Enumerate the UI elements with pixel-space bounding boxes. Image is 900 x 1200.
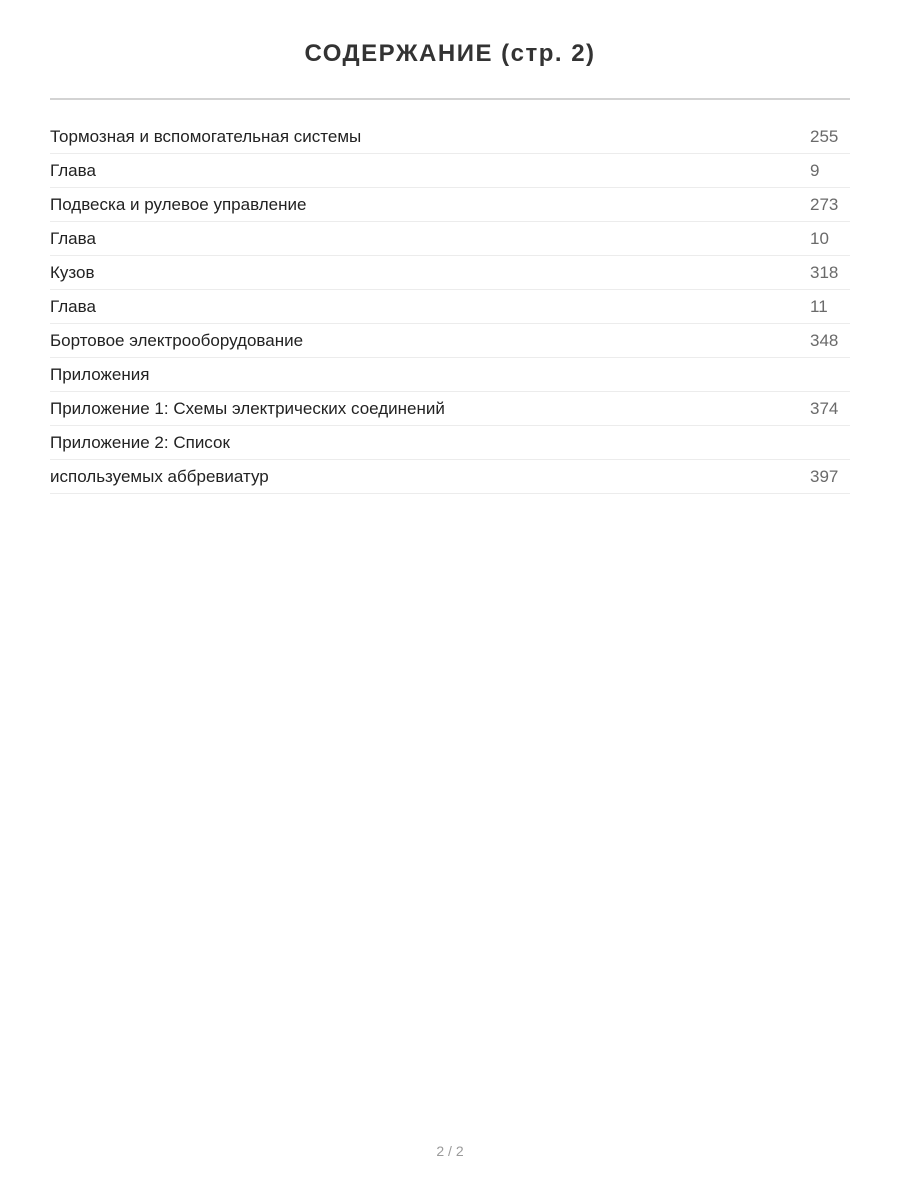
toc-entry[interactable] (50, 188, 850, 222)
toc-entry-page: 255 (810, 126, 839, 146)
toc-entry[interactable] (50, 222, 850, 256)
toc-entry-page: 9 (810, 160, 820, 180)
toc-entry-title: Глава (50, 228, 96, 248)
toc-entry[interactable] (50, 358, 850, 392)
toc-entry-page: 273 (810, 194, 839, 214)
toc-entry-page: 11 (810, 296, 828, 316)
toc-entry-title: используемых аббревиатур (50, 466, 269, 486)
toc-entry[interactable] (50, 392, 850, 426)
page-number: 2 / 2 (436, 1143, 464, 1159)
toc-entry-title: Тормозная и вспомогательная системы (50, 126, 362, 146)
toc-entry-title: Бортовое электрооборудование (50, 330, 304, 350)
toc-entry[interactable] (50, 426, 850, 460)
toc-entry-page: 318 (810, 262, 839, 282)
toc-entry-title: Глава (50, 160, 96, 180)
table-of-contents (50, 120, 850, 494)
toc-entry-page: 348 (810, 330, 839, 350)
toc-entry-title: Приложение 2: Список (50, 432, 230, 452)
toc-entry-page: 374 (810, 398, 839, 418)
toc-entry-title: Глава (50, 296, 96, 316)
toc-entry[interactable] (50, 154, 850, 188)
toc-entry[interactable] (50, 120, 850, 154)
toc-entry-title: Подвеска и рулевое управление (50, 194, 307, 214)
toc-entry-title: Приложение 1: Схемы электрических соединений (50, 398, 445, 418)
toc-entry-title: Кузов (50, 262, 95, 282)
toc-entry[interactable] (50, 256, 850, 290)
toc-entry[interactable] (50, 324, 850, 358)
toc-entry-page: 10 (810, 228, 829, 248)
title-divider (50, 98, 850, 100)
toc-entry-title: Приложения (50, 364, 150, 384)
toc-entry[interactable] (50, 460, 850, 494)
toc-entry[interactable] (50, 290, 850, 324)
toc-entry-page: 397 (810, 466, 839, 486)
page-title: СОДЕРЖАНИЕ (стр. 2) (304, 40, 596, 67)
